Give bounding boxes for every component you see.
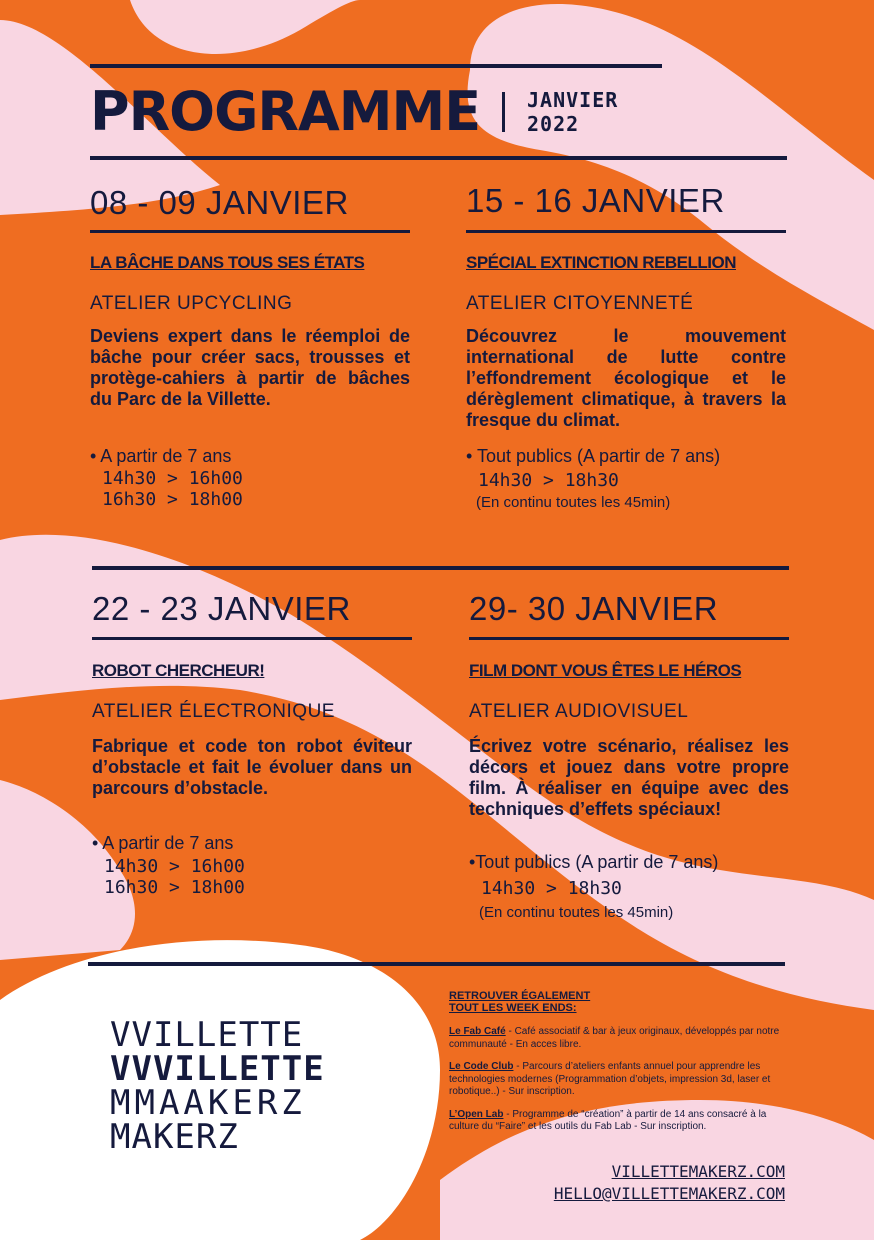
also-item [449,1061,785,1099]
event-time: 16h30 > 18h00 [104,877,245,898]
website-link[interactable]: VILLETTEMAKERZ.COM [611,1162,785,1181]
event-time: 14h30 > 18h30 [481,878,622,899]
also-heading: TOUT LES WEEK ENDS: [449,1002,577,1014]
also-item-text: - Parcours d’ateliers enfants annuel pour apprendre les technologies modernes (Programmation d’objets, impression 3d, laser et robotique..) - Sur inscription. [449,1061,771,1097]
event-category: ATELIER CITOYENNETÉ [466,293,694,314]
section-rule [92,566,789,570]
also-item-name: Le Code Club [449,1061,514,1072]
also-item-name: L’Open Lab [449,1108,504,1120]
event-audience: • A partir de 7 ans [90,446,232,466]
event-title: LA BÂCHE DANS TOUS SES ÉTATS [90,253,365,272]
event-audience: • Tout publics (A partir de 7 ans) [466,446,721,466]
event-date-rule [90,230,410,233]
logo-line: MMAAKERZ [110,1083,306,1123]
event-description: Deviens expert dans le réemploi de bâche pour créer sacs, trousses et protège-cahiers à partir de bâches du Parc de la Villette. [90,326,410,409]
title-separator [502,92,505,132]
villette-makerz-logo [110,1015,325,1157]
event-category: ATELIER UPCYCLING [90,293,293,314]
event-time: 14h30 > 16h00 [102,468,243,489]
event-date-rule [466,230,786,233]
event-date: 08 - 09 JANVIER [90,184,349,221]
also-item [449,1109,785,1134]
header-bottom-rule [90,156,787,160]
event-time: 16h30 > 18h00 [102,489,243,510]
header-month-name: JANVIER [527,88,619,112]
event-time: 14h30 > 18h30 [478,470,619,491]
event-title: FILM DONT VOUS ÊTES LE HÉROS [469,661,742,680]
event-date: 29- 30 JANVIER [469,590,719,627]
event-date-rule [92,637,412,640]
event-category: ATELIER AUDIOVISUEL [469,701,689,722]
header-month [527,88,618,136]
also-item-text: - Programme de “création” à partir de 14 ans consacré à la culture du “Faire” et les outils du Fab Lab - Sur inscription. [449,1108,767,1132]
event-audience: • A partir de 7 ans [92,833,234,853]
event-category: ATELIER ÉLECTRONIQUE [92,701,335,722]
also-heading: RETROUVER ÉGALEMENT [449,990,591,1002]
footer-rule [88,962,785,966]
also-item [449,1026,785,1051]
email-link[interactable]: HELLO@VILLETTEMAKERZ.COM [553,1184,785,1203]
also-section [449,990,785,1134]
event-audience: •Tout publics (A partir de 7 ans) [469,852,719,872]
event-date: 22 - 23 JANVIER [92,590,351,627]
event-description: Découvrez le mouvement international de lutte contre l’effondrement écologique et le dérèglement climatique, à travers la fresque du climat. [466,326,786,430]
event-title: SPÉCIAL EXTINCTION REBELLION [466,253,736,272]
logo-line: VVILLETTE [110,1015,304,1055]
header-top-rule [90,64,662,68]
event-note: (En continu toutes les 45min) [479,904,674,921]
event-date: 15 - 16 JANVIER [466,182,725,219]
event-time: 14h30 > 16h00 [104,856,245,877]
also-item-text: - Café associatif & bar à jeux originaux, développés par notre communauté - En acces libre. [449,1026,780,1050]
logo-line: MAKERZ [110,1117,239,1157]
header-year: 2022 [527,112,580,136]
event-description: Écrivez votre scénario, réalisez les décors et jouez dans votre propre film. À réaliser en équipe avec des techniques d’effets spéciaux! [469,736,789,819]
event-date-rule [469,637,789,640]
pink-wave-top-right [468,4,874,330]
also-item-name: Le Fab Café [449,1026,506,1037]
logo-line: VVVILLETTE [110,1049,325,1089]
event-title: ROBOT CHERCHEUR! [92,661,265,680]
event-note: (En continu toutes les 45min) [476,494,671,511]
page-title: PROGRAMME [90,80,481,143]
event-description: Fabrique et code ton robot éviteur d’obstacle et fait le évoluer dans un parcours d’obstacle. [92,736,412,798]
